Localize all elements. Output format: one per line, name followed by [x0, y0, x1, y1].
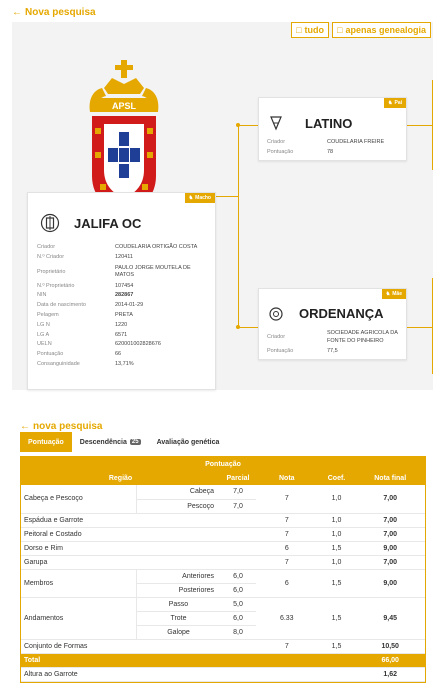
- tab-genetic-evaluation[interactable]: [149, 432, 228, 452]
- subregion-cell: Trote: [136, 611, 220, 625]
- detail-value: 2014-01-29: [115, 302, 144, 309]
- horse-icon: ♞: [188, 195, 194, 201]
- detail-value: 282867: [115, 292, 134, 299]
- detail-key: Criador: [267, 334, 286, 340]
- subregion-cell: Posteriores: [136, 583, 220, 597]
- region-cell: Garupa: [21, 555, 256, 569]
- mother-details: [267, 329, 405, 357]
- header-final: Nota final: [355, 471, 425, 485]
- region-cell: Conjunto de Formas: [21, 639, 256, 653]
- mother-card[interactable]: [258, 288, 407, 360]
- table-row: [21, 639, 425, 653]
- total-label: Total: [21, 653, 355, 667]
- new-search-label: Nova pesquisa: [25, 7, 96, 18]
- crest-text: APSL: [111, 101, 137, 111]
- detail-value: 77,5: [327, 348, 338, 354]
- final-cell: 9,00: [355, 569, 425, 597]
- detail-key: LG N: [37, 321, 50, 328]
- tab-bar: [20, 432, 433, 452]
- detail-row: [37, 253, 209, 263]
- father-badge: [384, 98, 406, 108]
- table-row: [21, 541, 425, 555]
- subregion-cell: Anteriores: [136, 569, 220, 583]
- region-cell: Peitoral e Costado: [21, 527, 256, 541]
- grade-cell: 7: [256, 527, 318, 541]
- document-icon: □: [337, 25, 343, 35]
- detail-value: PAULO JORGE MOUTELA DE MATOS: [115, 264, 191, 279]
- detail-row: [267, 138, 405, 148]
- horse-icon: ♞: [385, 291, 391, 297]
- detail-value: COUDELARIA FREIRE: [327, 139, 385, 145]
- coef-cell: 1,5: [318, 569, 356, 597]
- table-row: [21, 555, 425, 569]
- detail-key: NIN: [37, 292, 47, 299]
- score-table: [20, 456, 426, 683]
- detail-value: COUDELARIA ORTIGÃO COSTA: [115, 244, 198, 250]
- detail-row: [267, 329, 405, 345]
- horse-icon: ♞: [388, 100, 393, 106]
- final-cell: 10,50: [355, 639, 425, 653]
- father-name: LATINO: [305, 115, 353, 131]
- mother-name: ORDENANÇA: [299, 306, 384, 321]
- detail-row: [37, 291, 209, 301]
- partial-cell: 6,0: [220, 583, 256, 597]
- detail-row: [267, 347, 405, 357]
- header-region: Região: [21, 471, 220, 485]
- table-row: [21, 485, 425, 499]
- detail-value: PRETA: [115, 311, 133, 318]
- grade-cell: 6: [256, 541, 318, 555]
- total-value: 66,00: [355, 653, 425, 667]
- tab-score[interactable]: [20, 432, 72, 452]
- final-cell: 9,00: [355, 541, 425, 555]
- detail-key: Criador: [267, 139, 286, 145]
- arrow-left-icon: ←: [20, 421, 30, 432]
- connector-father: [238, 125, 258, 126]
- coef-cell: 1,0: [318, 513, 356, 527]
- sex-badge: [185, 193, 215, 203]
- detail-key: N.º Criador: [37, 253, 65, 260]
- detail-key: Pelagem: [37, 311, 59, 318]
- total-row: [21, 653, 425, 667]
- final-cell: 7,00: [355, 485, 425, 513]
- tab-label: Descendência: [79, 438, 127, 446]
- table-row: [21, 513, 425, 527]
- detail-row: [267, 148, 405, 158]
- detail-key: N.º Proprietário: [37, 282, 75, 289]
- detail-row: [37, 340, 209, 350]
- partial-cell: 6,0: [220, 569, 256, 583]
- detail-value: 6571: [115, 331, 128, 338]
- connector-vertical: [238, 125, 239, 327]
- father-card[interactable]: [258, 97, 407, 161]
- detail-value: SOCIEDADE AGRICOLA DA FONTE DO PINHEIRO: [327, 330, 398, 344]
- detail-row: [37, 331, 209, 341]
- new-search-label: nova pesquisa: [33, 421, 103, 432]
- coef-cell: 1,0: [318, 555, 356, 569]
- show-all-button[interactable]: [291, 22, 329, 38]
- coef-cell: 1,5: [318, 597, 356, 639]
- partial-cell: 5,0: [220, 597, 256, 611]
- region-cell: Andamentos: [21, 597, 136, 639]
- grade-cell: 6.33: [256, 597, 318, 639]
- header-coef: Coef.: [318, 471, 356, 485]
- detail-value: 107454: [115, 282, 134, 289]
- detail-value: 78: [327, 148, 334, 155]
- mother-badge: [382, 289, 406, 299]
- mother-badge-label: Mãe: [392, 291, 402, 297]
- connector-dot: [236, 325, 240, 329]
- detail-value: 120411: [115, 253, 133, 260]
- detail-row: [37, 321, 209, 331]
- subregion-cell: Cabeça: [136, 485, 220, 499]
- table-title: Pontuação: [21, 457, 425, 471]
- coef-cell: 1,0: [318, 527, 356, 541]
- detail-row: [37, 282, 209, 292]
- table-row: [21, 569, 425, 583]
- connector-grandparents-mother: [432, 278, 433, 374]
- connector-main: [214, 196, 238, 197]
- detail-value: 66: [115, 351, 122, 358]
- partial-cell: 8,0: [220, 625, 256, 639]
- grade-cell: 7: [256, 513, 318, 527]
- detail-key: Proprietário: [37, 268, 66, 275]
- detail-key: LG A: [37, 331, 50, 338]
- grade-cell: 7: [256, 485, 318, 513]
- table-row: [21, 667, 425, 681]
- show-all-label: tudo: [304, 25, 325, 35]
- horse-name: JALIFA OC: [74, 215, 142, 231]
- detail-row: [37, 243, 209, 253]
- region-cell: Membros: [21, 569, 136, 597]
- horse-card[interactable]: [27, 192, 216, 390]
- detail-value: 13,71%: [115, 360, 134, 367]
- region-cell: Dorso e Rim: [21, 541, 256, 555]
- arrow-left-icon: ←: [12, 7, 22, 18]
- partial-cell: 7,0: [220, 499, 256, 513]
- header-partial: Parcial: [220, 471, 256, 485]
- brand-mark-icon: [269, 115, 283, 131]
- brand-mark-icon: [40, 213, 60, 233]
- tab-label: Pontuação: [28, 438, 64, 446]
- grade-cell: 7: [256, 639, 318, 653]
- final-cell: 1,62: [355, 667, 425, 681]
- connector-dot: [236, 123, 240, 127]
- genealogy-only-label: apenas genealogia: [345, 25, 426, 35]
- coef-cell: 1,5: [318, 639, 356, 653]
- new-search-link-top[interactable]: [12, 7, 96, 18]
- header-grade: Nota: [256, 471, 318, 485]
- detail-key: UELN: [37, 341, 52, 348]
- detail-key: Pontuação: [267, 148, 294, 155]
- new-search-link[interactable]: [20, 421, 102, 432]
- partial-cell: 7,0: [220, 485, 256, 499]
- detail-key: Data de nascimento: [37, 302, 86, 309]
- partial-cell: 6,0: [220, 611, 256, 625]
- table-row: [21, 597, 425, 611]
- subregion-cell: Passo: [136, 597, 220, 611]
- connector-mother: [238, 327, 258, 328]
- detail-row: [37, 350, 209, 360]
- detail-row: [37, 360, 209, 370]
- view-buttons: [291, 22, 431, 38]
- detail-row: [37, 263, 209, 282]
- final-cell: 7,00: [355, 513, 425, 527]
- sex-badge-label: Macho: [195, 195, 211, 201]
- detail-key: Consanguinidade: [37, 360, 80, 367]
- tab-label: Avaliação genética: [156, 438, 220, 446]
- detail-key: Criador: [37, 244, 56, 250]
- horse-details: [37, 243, 209, 370]
- subregion-cell: Pescoço: [136, 499, 220, 513]
- region-cell: Cabeça e Pescoço: [21, 485, 136, 513]
- genealogy-tree: [12, 22, 433, 390]
- grade-cell: 7: [256, 555, 318, 569]
- detail-row: [37, 301, 209, 311]
- grade-cell: 6: [256, 569, 318, 597]
- connector-father-out: [407, 125, 433, 126]
- final-cell: 7,00: [355, 555, 425, 569]
- detail-row: [37, 311, 209, 321]
- detail-key: Pontuação: [37, 351, 64, 358]
- detail-value: 620001002828676: [115, 341, 161, 348]
- father-details: [267, 138, 405, 158]
- coef-cell: 1,5: [318, 541, 356, 555]
- subregion-cell: Galope: [136, 625, 220, 639]
- count-badge: 25: [131, 439, 139, 445]
- detail-key: Pontuação: [267, 348, 294, 354]
- document-icon: □: [296, 25, 302, 35]
- table-row: [21, 527, 425, 541]
- connector-mother-out: [407, 327, 433, 328]
- father-badge-label: Pai: [394, 100, 402, 106]
- tab-offspring[interactable]: [72, 432, 149, 452]
- region-cell: Espádua e Garrote: [21, 513, 256, 527]
- connector-grandparents-father: [432, 80, 433, 170]
- region-cell: Altura ao Garrote: [21, 667, 355, 681]
- brand-mark-icon: [269, 307, 283, 321]
- final-cell: 9,45: [355, 597, 425, 639]
- coef-cell: 1,0: [318, 485, 356, 513]
- final-cell: 7,00: [355, 527, 425, 541]
- detail-value: 1220: [115, 321, 128, 328]
- genealogy-only-button[interactable]: [332, 22, 431, 38]
